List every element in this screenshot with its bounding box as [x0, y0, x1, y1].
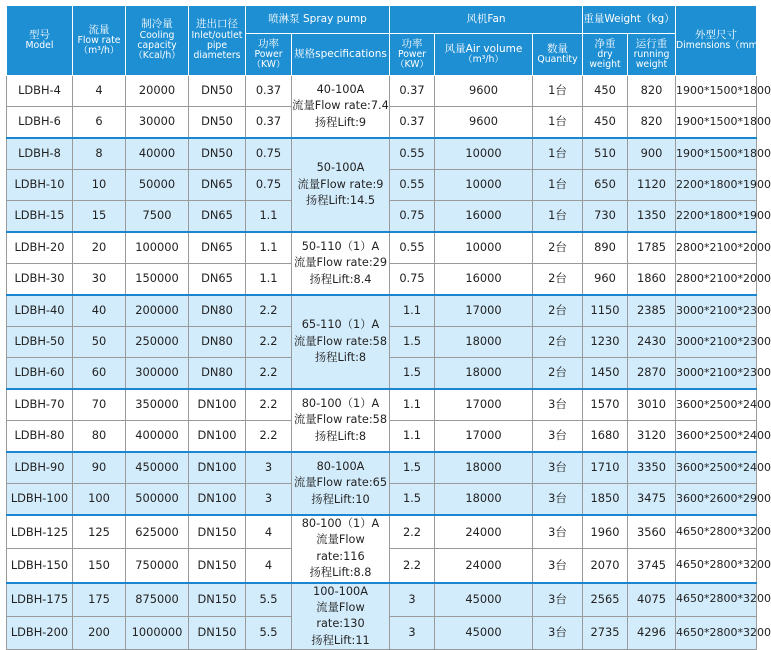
cell-qty: 2台	[533, 358, 583, 390]
pump-spec-cell	[292, 76, 390, 139]
pump-spec-line3: 扬程Lift:8	[314, 429, 367, 443]
cell-model: LDBH-200	[7, 616, 73, 649]
cell-cooling: 625000	[126, 515, 189, 549]
cell-pipe: DN100	[189, 484, 246, 516]
cell-air: 17000	[435, 295, 533, 327]
cell-cooling: 40000	[126, 138, 189, 170]
cell-pump-power: 4	[246, 549, 292, 583]
cell-qty: 2台	[533, 327, 583, 358]
cell-dim: 3000*2100*2300	[676, 327, 757, 358]
table-row	[7, 389, 757, 421]
cell-dry: 2070	[583, 549, 628, 583]
cell-fan-power: 0.75	[390, 264, 435, 296]
header-pump-power: 功率 Power （KW）	[246, 34, 292, 76]
cell-cooling: 30000	[126, 107, 189, 139]
cell-fan-power: 0.37	[390, 107, 435, 139]
cell-running: 3745	[628, 549, 676, 583]
cell-model: LDBH-20	[7, 232, 73, 264]
cell-air: 24000	[435, 549, 533, 583]
cell-dim: 1900*1500*1800	[676, 107, 757, 139]
cell-fan-power: 1.1	[390, 295, 435, 327]
cell-pump-power: 5.5	[246, 583, 292, 617]
cell-running: 3350	[628, 452, 676, 484]
pump-spec-line3: 扬程Lift:10	[311, 492, 370, 506]
cell-pump-power: 2.2	[246, 389, 292, 421]
cell-qty: 1台	[533, 138, 583, 170]
cell-pump-power: 2.2	[246, 295, 292, 327]
cell-model: LDBH-70	[7, 389, 73, 421]
cell-model: LDBH-175	[7, 583, 73, 617]
table-row	[7, 295, 757, 327]
cell-qty: 1台	[533, 107, 583, 139]
cell-running: 3120	[628, 421, 676, 453]
header-dimensions: 外型尺寸 Dimensions（mm）	[676, 6, 757, 76]
cell-qty: 1台	[533, 76, 583, 107]
cell-model: LDBH-50	[7, 327, 73, 358]
cell-cooling: 500000	[126, 484, 189, 516]
header-cooling: 制冷量 Cooling capacity （Kcal/h）	[126, 6, 189, 76]
cell-running: 1350	[628, 201, 676, 233]
header-fan: 风机Fan	[390, 6, 583, 34]
header-air-volume: 风量Air volume （m³/h）	[435, 34, 533, 76]
pump-spec-line2: 流量Flow rate:9	[297, 177, 384, 191]
cell-model: LDBH-6	[7, 107, 73, 139]
pump-spec-line3: 扬程Lift:11	[311, 633, 370, 647]
cell-running: 1120	[628, 170, 676, 201]
cell-qty: 3台	[533, 549, 583, 583]
cell-qty: 1台	[533, 170, 583, 201]
header-inlet: 进出口径 Inlet/outlet pipe diameters	[189, 6, 246, 76]
cell-fan-power: 3	[390, 583, 435, 617]
cell-air: 17000	[435, 389, 533, 421]
cell-dry: 450	[583, 76, 628, 107]
pump-spec-line1: 65-110（1）A	[301, 318, 380, 332]
cell-flow: 60	[73, 358, 126, 390]
cell-flow: 175	[73, 583, 126, 617]
cell-pipe: DN80	[189, 295, 246, 327]
cell-pipe: DN150	[189, 549, 246, 583]
cell-flow: 150	[73, 549, 126, 583]
cell-dry: 1710	[583, 452, 628, 484]
cell-pump-power: 0.75	[246, 170, 292, 201]
header-spray-pump: 喷淋泵 Spray pump	[246, 6, 390, 34]
cell-cooling: 300000	[126, 358, 189, 390]
cell-model: LDBH-100	[7, 484, 73, 516]
cell-flow: 90	[73, 452, 126, 484]
cell-running: 2385	[628, 295, 676, 327]
cell-pump-power: 2.2	[246, 327, 292, 358]
cell-model: LDBH-10	[7, 170, 73, 201]
cell-pump-power: 4	[246, 515, 292, 549]
table-header	[7, 6, 767, 76]
header-model: 型号 Model	[7, 6, 73, 76]
pump-spec-line3: 扬程Lift:8.4	[309, 272, 372, 286]
cell-dim: 4650*2800*3200	[676, 583, 757, 617]
cell-cooling: 350000	[126, 389, 189, 421]
table-row	[7, 232, 757, 264]
pump-spec-line1: 40-100A	[316, 82, 365, 96]
header-flow: 流量 Flow rate （m³/h）	[73, 6, 126, 76]
cell-pump-power: 0.75	[246, 138, 292, 170]
cell-dry: 730	[583, 201, 628, 233]
cell-pump-power: 3	[246, 452, 292, 484]
cell-fan-power: 0.55	[390, 170, 435, 201]
pump-spec-line3: 扬程Lift:9	[314, 115, 367, 129]
cell-pipe: DN150	[189, 616, 246, 649]
cell-model: LDBH-60	[7, 358, 73, 390]
table-row	[7, 452, 757, 484]
cell-qty: 2台	[533, 295, 583, 327]
cell-pipe: DN50	[189, 107, 246, 139]
cell-flow: 30	[73, 264, 126, 296]
cell-dim: 2800*2100*2000	[676, 264, 757, 296]
cell-cooling: 200000	[126, 295, 189, 327]
cell-pipe: DN100	[189, 389, 246, 421]
header-quantity: 数量 Quantity	[533, 34, 583, 76]
pump-spec-cell	[292, 295, 390, 389]
cell-dim: 2200*1800*1900	[676, 201, 757, 233]
cell-dim: 3600*2500*2400	[676, 421, 757, 453]
cell-fan-power: 2.2	[390, 549, 435, 583]
cell-flow: 50	[73, 327, 126, 358]
pump-spec-line2: 流量Flow rate:65	[293, 476, 388, 490]
cell-air: 18000	[435, 327, 533, 358]
table-row	[7, 138, 757, 170]
pump-spec-line1: 50-110（1）A	[301, 239, 380, 253]
cell-fan-power: 3	[390, 616, 435, 649]
cell-dry: 1570	[583, 389, 628, 421]
pump-spec-line3: 扬程Lift:8.8	[309, 566, 372, 580]
cell-model: LDBH-125	[7, 515, 73, 549]
cell-flow: 80	[73, 421, 126, 453]
cell-air: 18000	[435, 484, 533, 516]
cell-air: 16000	[435, 264, 533, 296]
pump-spec-line1: 50-100A	[316, 161, 365, 175]
cell-fan-power: 1.5	[390, 358, 435, 390]
cell-pipe: DN150	[189, 583, 246, 617]
cell-cooling: 875000	[126, 583, 189, 617]
cell-qty: 3台	[533, 583, 583, 617]
cell-pump-power: 1.1	[246, 232, 292, 264]
cell-running: 1785	[628, 232, 676, 264]
cell-flow: 15	[73, 201, 126, 233]
cell-pipe: DN100	[189, 452, 246, 484]
cell-qty: 3台	[533, 616, 583, 649]
table-row	[7, 583, 757, 617]
cell-dim: 1900*1500*1800	[676, 76, 757, 107]
cell-dim: 3600*2600*2900	[676, 484, 757, 516]
cell-running: 3010	[628, 389, 676, 421]
cell-air: 10000	[435, 138, 533, 170]
cell-qty: 3台	[533, 389, 583, 421]
cell-cooling: 1000000	[126, 616, 189, 649]
cell-cooling: 20000	[126, 76, 189, 107]
cell-dry: 650	[583, 170, 628, 201]
cell-dim: 3000*2100*2300	[676, 295, 757, 327]
cell-pump-power: 3	[246, 484, 292, 516]
cell-dry: 510	[583, 138, 628, 170]
header-pump-specs: 规格specifications	[292, 34, 390, 76]
pump-spec-cell	[292, 138, 390, 232]
cell-dim: 2800*2100*2000	[676, 232, 757, 264]
header-running-weight: 运行重 running weight	[628, 34, 676, 76]
cell-air: 9600	[435, 107, 533, 139]
cell-flow: 125	[73, 515, 126, 549]
cell-pump-power: 0.37	[246, 107, 292, 139]
cell-pump-power: 2.2	[246, 421, 292, 453]
pump-spec-line2: 流量Flow rate:116	[316, 533, 365, 563]
cell-qty: 2台	[533, 264, 583, 296]
cell-pipe: DN100	[189, 421, 246, 453]
cell-fan-power: 2.2	[390, 515, 435, 549]
cell-dry: 1850	[583, 484, 628, 516]
cell-dry: 1960	[583, 515, 628, 549]
pump-spec-cell	[292, 583, 390, 650]
cell-flow: 20	[73, 232, 126, 264]
cell-dry: 2565	[583, 583, 628, 617]
cell-dry: 450	[583, 107, 628, 139]
cell-cooling: 750000	[126, 549, 189, 583]
pump-spec-line1: 80-100A	[316, 459, 365, 473]
cell-dim: 4650*2800*3200	[676, 549, 757, 583]
cell-air: 17000	[435, 421, 533, 453]
cell-pipe: DN65	[189, 201, 246, 233]
cell-model: LDBH-4	[7, 76, 73, 107]
cell-dim: 3600*2500*2400	[676, 389, 757, 421]
cell-model: LDBH-80	[7, 421, 73, 453]
cell-cooling: 100000	[126, 232, 189, 264]
cell-running: 4296	[628, 616, 676, 649]
cell-air: 18000	[435, 452, 533, 484]
cell-running: 1860	[628, 264, 676, 296]
cell-pump-power: 1.1	[246, 264, 292, 296]
cell-dry: 960	[583, 264, 628, 296]
cell-dim: 1900*1500*1800	[676, 138, 757, 170]
cell-air: 45000	[435, 583, 533, 617]
cell-cooling: 50000	[126, 170, 189, 201]
cell-model: LDBH-90	[7, 452, 73, 484]
cell-air: 10000	[435, 170, 533, 201]
pump-spec-cell	[292, 452, 390, 515]
cell-model: LDBH-8	[7, 138, 73, 170]
pump-spec-cell	[292, 232, 390, 295]
cell-model: LDBH-40	[7, 295, 73, 327]
header-dry-weight: 净重 dry weight	[583, 34, 628, 76]
pump-spec-line3: 扬程Lift:14.5	[305, 194, 376, 208]
pump-spec-line2: 流量Flow rate:130	[316, 600, 365, 631]
cell-flow: 40	[73, 295, 126, 327]
cell-dim: 2200*1800*1900	[676, 170, 757, 201]
cell-fan-power: 1.5	[390, 452, 435, 484]
cell-running: 820	[628, 76, 676, 107]
cell-pump-power: 5.5	[246, 616, 292, 649]
cell-air: 16000	[435, 201, 533, 233]
cell-qty: 3台	[533, 515, 583, 549]
cell-pump-power: 2.2	[246, 358, 292, 390]
cell-fan-power: 0.37	[390, 76, 435, 107]
cell-pipe: DN65	[189, 170, 246, 201]
cell-dim: 4650*2800*3200	[676, 515, 757, 549]
cell-dry: 1230	[583, 327, 628, 358]
cell-flow: 10	[73, 170, 126, 201]
cell-running: 820	[628, 107, 676, 139]
cell-qty: 2台	[533, 232, 583, 264]
cell-air: 10000	[435, 232, 533, 264]
cell-model: LDBH-150	[7, 549, 73, 583]
pump-spec-line2: 流量Flow rate:58	[293, 334, 388, 348]
cell-pipe: DN80	[189, 358, 246, 390]
pump-spec-cell	[292, 389, 390, 452]
cell-qty: 1台	[533, 201, 583, 233]
cell-flow: 100	[73, 484, 126, 516]
cell-fan-power: 0.55	[390, 232, 435, 264]
spec-table	[6, 5, 771, 650]
cell-fan-power: 1.1	[390, 421, 435, 453]
table-row	[7, 515, 757, 549]
cell-pipe: DN50	[189, 138, 246, 170]
cell-running: 900	[628, 138, 676, 170]
pump-spec-line1: 80-100（1）A	[301, 517, 380, 530]
cell-flow: 70	[73, 389, 126, 421]
cell-dry: 1150	[583, 295, 628, 327]
cell-running: 2870	[628, 358, 676, 390]
cell-fan-power: 1.1	[390, 389, 435, 421]
spec-table-container	[6, 5, 771, 650]
cell-dry: 1680	[583, 421, 628, 453]
pump-spec-cell	[292, 515, 390, 583]
cell-qty: 3台	[533, 421, 583, 453]
cell-fan-power: 0.55	[390, 138, 435, 170]
cell-cooling: 400000	[126, 421, 189, 453]
cell-dim: 3600*2500*2400	[676, 452, 757, 484]
pump-spec-line1: 80-100（1）A	[301, 396, 380, 410]
cell-pump-power: 1.1	[246, 201, 292, 233]
cell-flow: 6	[73, 107, 126, 139]
cell-air: 45000	[435, 616, 533, 649]
cell-flow: 200	[73, 616, 126, 649]
cell-fan-power: 0.75	[390, 201, 435, 233]
cell-flow: 8	[73, 138, 126, 170]
cell-qty: 3台	[533, 484, 583, 516]
cell-fan-power: 1.5	[390, 327, 435, 358]
cell-dry: 2735	[583, 616, 628, 649]
cell-cooling: 7500	[126, 201, 189, 233]
cell-running: 2430	[628, 327, 676, 358]
cell-model: LDBH-15	[7, 201, 73, 233]
cell-qty: 3台	[533, 452, 583, 484]
cell-dry: 890	[583, 232, 628, 264]
table-body	[7, 76, 771, 650]
cell-dim: 3000*2100*2300	[676, 358, 757, 390]
header-weight: 重量Weight（kg）	[583, 6, 676, 34]
cell-cooling: 150000	[126, 264, 189, 296]
cell-pipe: DN65	[189, 264, 246, 296]
cell-running: 3560	[628, 515, 676, 549]
pump-spec-line1: 100-100A	[313, 584, 368, 598]
cell-running: 4075	[628, 583, 676, 617]
cell-pipe: DN65	[189, 232, 246, 264]
pump-spec-line3: 扬程Lift:8	[314, 351, 367, 365]
cell-cooling: 450000	[126, 452, 189, 484]
cell-flow: 4	[73, 76, 126, 107]
cell-pipe: DN50	[189, 76, 246, 107]
cell-dry: 1450	[583, 358, 628, 390]
cell-air: 18000	[435, 358, 533, 390]
cell-model: LDBH-30	[7, 264, 73, 296]
cell-pipe: DN80	[189, 327, 246, 358]
cell-air: 24000	[435, 515, 533, 549]
pump-spec-line2: 流量Flow rate:7.4	[292, 99, 389, 113]
cell-running: 3475	[628, 484, 676, 516]
table-row	[7, 76, 757, 107]
pump-spec-line2: 流量Flow rate:58	[293, 413, 388, 427]
cell-fan-power: 1.5	[390, 484, 435, 516]
header-fan-power: 功率 Power （KW）	[390, 34, 435, 76]
pump-spec-line2: 流量Flow rate:29	[293, 256, 388, 270]
cell-pipe: DN150	[189, 515, 246, 549]
cell-pump-power: 0.37	[246, 76, 292, 107]
cell-cooling: 250000	[126, 327, 189, 358]
cell-dim: 4650*2800*3200	[676, 616, 757, 649]
cell-air: 9600	[435, 76, 533, 107]
